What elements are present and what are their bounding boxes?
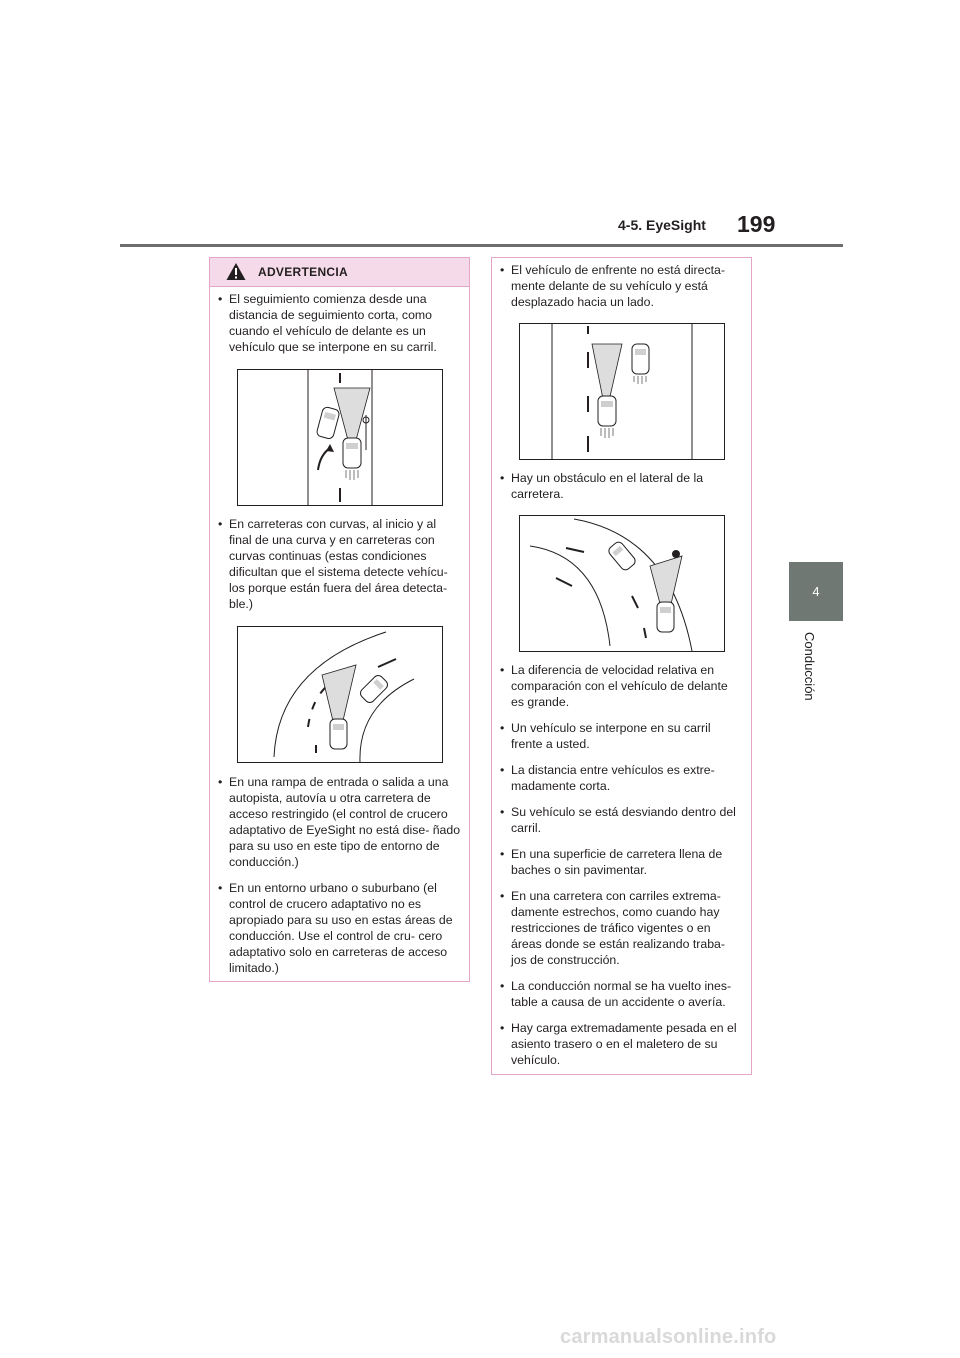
list-item: • En una rampa de entrada o salida a una autopista, autovía u otra carretera de acceso restringido (el control de crucero adaptativo de EyeSight no está dise- ñado para su uso en este tipo de entorno de conducción.) bbox=[218, 775, 461, 869]
warning-header bbox=[210, 258, 469, 287]
figure-offset-vehicle bbox=[519, 323, 725, 460]
conditions-box bbox=[491, 257, 752, 1075]
list-item: • Un vehículo se interpone en su carril frente a usted. bbox=[500, 721, 711, 751]
warning-title: ADVERTENCIA bbox=[258, 265, 348, 279]
header-divider bbox=[120, 244, 843, 247]
list-item: • En un entorno urbano o suburbano (el control de crucero adaptativo no es apropiado para su uso en estas áreas de conducción. Use el control de cru- cero adaptativo solo en carreteras de acceso limitado.) bbox=[218, 881, 453, 975]
list-item: • La distancia entre vehículos es extre- madamente corta. bbox=[500, 763, 715, 793]
warning-triangle-icon bbox=[226, 262, 246, 281]
list-item: • Hay carga extremadamente pesada en el asiento trasero o en el maletero de su vehículo. bbox=[500, 1021, 737, 1067]
list-item: • Hay un obstáculo en el lateral de la carretera. bbox=[500, 471, 704, 501]
list-item: • En carreteras con curvas, al inicio y al final de una curva y en carreteras con curvas continuas (estas condiciones dificultan que el sistema detecte vehícu- los porque están fuera del área detecta- ble.) bbox=[218, 517, 448, 611]
list-item: • La diferencia de velocidad relativa en comparación con el vehículo de delante es grande. bbox=[500, 663, 728, 709]
chapter-tab[interactable]: 4 bbox=[789, 562, 843, 621]
list-item: • En una carretera con carriles extrema- damente estrechos, como cuando hay restricciones de tráfico vigentes o en áreas donde se están realizando traba- jos de construcción. bbox=[500, 889, 725, 967]
figure-curved-road bbox=[237, 626, 443, 763]
figure-roadside-obstacle bbox=[519, 515, 725, 652]
page-number: 199 bbox=[737, 211, 776, 237]
list-item: • La conducción normal se ha vuelto ines- table a causa de un accidente o avería. bbox=[500, 979, 732, 1009]
list-item: • Su vehículo se está desviando dentro del carril. bbox=[500, 805, 736, 835]
warning-box bbox=[209, 257, 470, 982]
figure-cut-in-vehicle bbox=[237, 369, 443, 506]
list-item: • El vehículo de enfrente no está directa- mente delante de su vehículo y está desplazado hacia un lado. bbox=[500, 263, 725, 309]
list-item: • En una superficie de carretera llena de baches o sin pavimentar. bbox=[500, 847, 723, 877]
chapter-title: Conducción bbox=[802, 632, 817, 701]
list-item: • El seguimiento comienza desde una distancia de seguimiento corta, como cuando el vehículo de delante es un vehículo que se interpone en su carril. bbox=[218, 292, 437, 354]
section-title: 4-5. EyeSight bbox=[618, 217, 706, 233]
watermark: carmanualsonline.info bbox=[560, 1326, 777, 1348]
